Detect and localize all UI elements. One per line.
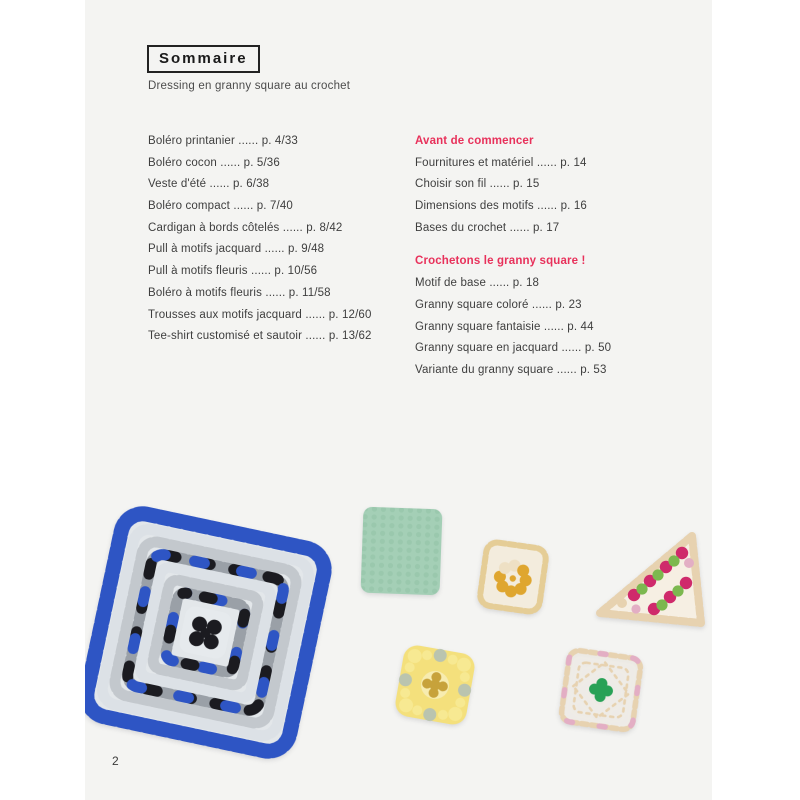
- toc-item: Pull à motifs fleuris ...... p. 10/56: [148, 265, 318, 278]
- photo-square-gold-flower: [474, 537, 551, 618]
- toc-item: Granny square en jacquard ...... p. 50: [415, 342, 612, 355]
- section-heading: Avant de commencer: [415, 135, 534, 147]
- toc-item: Choisir son fil ...... p. 15: [415, 178, 540, 191]
- toc-item: Veste d'été ...... p. 6/38: [148, 178, 270, 191]
- toc-item: Granny square coloré ...... p. 23: [415, 298, 582, 311]
- photo-granny-square-blue: [85, 499, 339, 766]
- photo-square-mint: [358, 505, 444, 598]
- toc-item: Dimensions des motifs ...... p. 16: [415, 200, 587, 213]
- photo-triangle-pink-green: [596, 531, 710, 632]
- toc-item: Motif de base ...... p. 18: [415, 277, 540, 290]
- photo-square-lace-green: [556, 645, 646, 735]
- book-page: [85, 0, 712, 800]
- granny-squares-photo: [85, 0, 712, 800]
- toc-item: Trousses aux motifs jacquard ...... p. 12/60: [148, 308, 372, 321]
- toc-item: Granny square fantaisie ...... p. 44: [415, 320, 594, 333]
- section-heading: Crochetons le granny square !: [415, 255, 586, 268]
- toc-item: Pull à motifs jacquard ...... p. 9/48: [148, 243, 325, 256]
- toc-item: Cardigan à bords côtelés ...... p. 8/42: [148, 221, 343, 234]
- toc-item: Boléro printanier ...... p. 4/33: [148, 135, 298, 147]
- toc-item: Variante du granny square ...... p. 53: [415, 363, 607, 376]
- page-subtitle: Dressing en granny square au crochet: [148, 80, 351, 92]
- page-title: Sommaire: [159, 50, 248, 67]
- page-number: 2: [112, 754, 119, 768]
- photo-square-yellow: [390, 640, 480, 730]
- toc-item: Fournitures et matériel ...... p. 14: [415, 156, 587, 169]
- toc-item: Boléro à motifs fleuris ...... p. 11/58: [148, 286, 331, 299]
- toc-item: Boléro compact ...... p. 7/40: [148, 200, 293, 213]
- toc-item: Tee-shirt customisé et sautoir ...... p. 13/62: [148, 330, 372, 343]
- toc-item: Bases du crochet ...... p. 17: [415, 221, 560, 234]
- toc-item: Boléro cocon ...... p. 5/36: [148, 156, 280, 169]
